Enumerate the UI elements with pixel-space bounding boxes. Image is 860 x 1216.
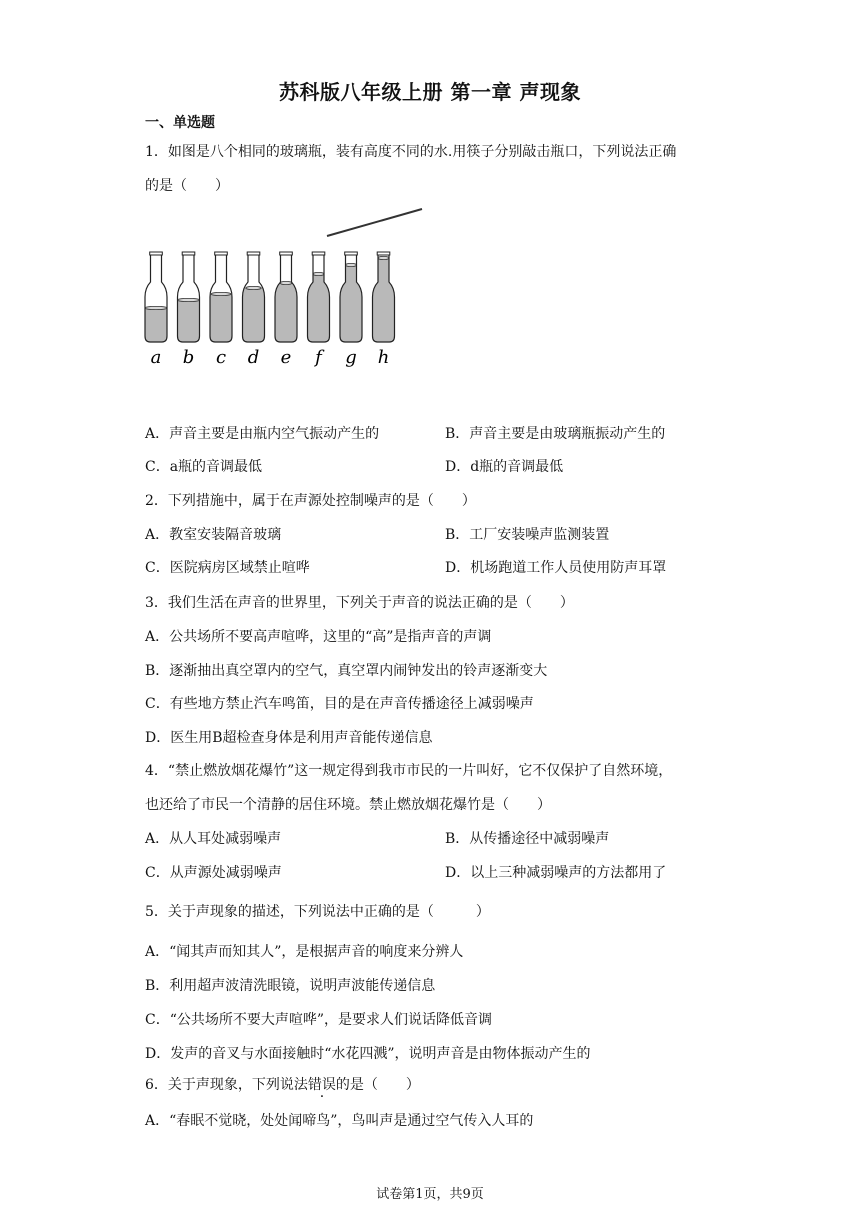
bottle-lip-b xyxy=(182,252,195,255)
bottle-label-g: g xyxy=(345,347,357,368)
q3-option-b[interactable]: B．逐渐抽出真空罩内的空气，真空罩内闹钟发出的铃声逐渐变大 xyxy=(145,663,548,679)
bottle-lip-f xyxy=(312,252,325,255)
section-heading: 一、单选题 xyxy=(145,115,215,131)
page-title: 苏科版八年级上册 第一章 声现象 xyxy=(279,80,581,104)
bottle-waterline-b xyxy=(178,298,200,301)
q2-option-b[interactable]: B．工厂安装噪声监测装置 xyxy=(445,527,610,543)
q4-option-d[interactable]: D．以上三种减弱噪声的方法都用了 xyxy=(445,865,667,881)
bottle-label-d: d xyxy=(247,347,260,368)
bottle-water-f xyxy=(307,274,331,344)
bottle-waterline-h xyxy=(378,256,389,259)
q3-option-c[interactable]: C．有些地方禁止汽车鸣笛，目的是在声音传播途径上减弱噪声 xyxy=(145,696,534,712)
question-1-stem-line-2: 的是（ ） xyxy=(145,178,229,194)
q4-option-a[interactable]: A．从人耳处减弱噪声 xyxy=(145,831,282,847)
q3-option-a[interactable]: A．公共场所不要高声喧哗，这里的“高”是指声音的声调 xyxy=(145,629,492,645)
bottle-lip-g xyxy=(345,252,358,255)
question-4-stem-line-2: 也还给了市民一个清静的居住环境。禁止燃放烟花爆竹是（ ） xyxy=(145,797,551,813)
bottle-label-b: b xyxy=(182,347,195,368)
page-footer: 试卷第1页，共9页 xyxy=(376,1187,484,1202)
q4-option-c[interactable]: C．从声源处减弱噪声 xyxy=(145,865,282,881)
bottle-waterline-d xyxy=(246,286,261,289)
bottle-label-c: c xyxy=(215,347,227,368)
bottle-lip-d xyxy=(247,252,260,255)
bottle-lip-e xyxy=(280,252,293,255)
bottle-lip-a xyxy=(150,252,163,255)
bottle-lip-c xyxy=(215,252,228,255)
bottle-water-c xyxy=(209,294,233,344)
bottle-waterline-c xyxy=(211,292,231,295)
bottle-water-g xyxy=(339,265,363,344)
bottle-waterline-a xyxy=(145,306,167,309)
question-1-stem-line-1: 1．如图是八个相同的玻璃瓶，装有高度不同的水.用筷子分别敲击瓶口，下列说法正确 xyxy=(145,144,677,160)
question-4-stem-line-1: 4．“禁止燃放烟花爆竹”这一规定得到我市市民的一片叫好，它不仅保护了自然环境， xyxy=(145,763,673,779)
bottle-label-a: a xyxy=(150,347,162,368)
q1-option-d[interactable]: D．d瓶的音调最低 xyxy=(445,459,564,475)
bottle-waterline-e xyxy=(280,281,292,284)
bottle-water-b xyxy=(177,300,201,344)
question-2-stem: 2．下列措施中，属于在声源处控制噪声的是（ ） xyxy=(145,493,476,509)
q5-option-d[interactable]: D．发声的音叉与水面接触时“水花四溅”，说明声音是由物体振动产生的 xyxy=(145,1046,591,1062)
q3-option-d[interactable]: D．医生用B超检查身体是利用声音能传递信息 xyxy=(145,730,433,746)
bottle-water-e xyxy=(274,283,298,344)
question-6-stem-after: 的是（ ） xyxy=(335,1077,420,1093)
q2-option-c[interactable]: C．医院病房区域禁止喧哗 xyxy=(145,560,310,576)
q2-option-d[interactable]: D．机场跑道工作人员使用防声耳罩 xyxy=(445,560,667,576)
q6-option-a[interactable]: A．“春眠不觉晓，处处闻啼鸟”，鸟叫声是通过空气传入人耳的 xyxy=(145,1113,534,1129)
q5-option-c[interactable]: C．“公共场所不要大声喧哗”，是要求人们说话降低音调 xyxy=(145,1012,493,1028)
q1-option-a[interactable]: A．声音主要是由瓶内空气振动产生的 xyxy=(145,426,380,442)
q2-option-a[interactable]: A．教室安装隔音玻璃 xyxy=(145,527,282,543)
question-6-emphasis: 错误 xyxy=(307,1077,336,1093)
bottle-waterline-g xyxy=(346,263,357,266)
bottle-lip-h xyxy=(377,252,390,255)
question-6-stem xyxy=(145,1074,420,1094)
bottle-waterline-f xyxy=(313,272,324,275)
bottles-figure xyxy=(135,200,435,375)
q5-option-a[interactable]: A．“闻其声而知其人”，是根据声音的响度来分辨人 xyxy=(145,944,464,960)
bottle-water-a xyxy=(144,308,168,344)
chopstick xyxy=(327,209,422,236)
bottle-label-e: e xyxy=(280,347,292,368)
bottle-label-h: h xyxy=(377,347,390,368)
bottle-water-h xyxy=(372,258,396,344)
question-5-stem: 5．关于声现象的描述，下列说法中正确的是（ ） xyxy=(145,904,490,920)
q1-option-b[interactable]: B．声音主要是由玻璃瓶振动产生的 xyxy=(445,426,666,442)
question-3-stem: 3．我们生活在声音的世界里，下列关于声音的说法正确的是（ ） xyxy=(145,595,574,611)
q5-option-b[interactable]: B．利用超声波清洗眼镜，说明声波能传递信息 xyxy=(145,978,436,994)
bottle-label-f: f xyxy=(315,347,322,368)
question-6-stem-before: 6．关于声现象，下列说法 xyxy=(145,1077,308,1093)
q4-option-b[interactable]: B．从传播途径中减弱噪声 xyxy=(445,831,610,847)
q1-option-c[interactable]: C．a瓶的音调最低 xyxy=(145,459,263,475)
bottle-water-d xyxy=(242,288,266,344)
